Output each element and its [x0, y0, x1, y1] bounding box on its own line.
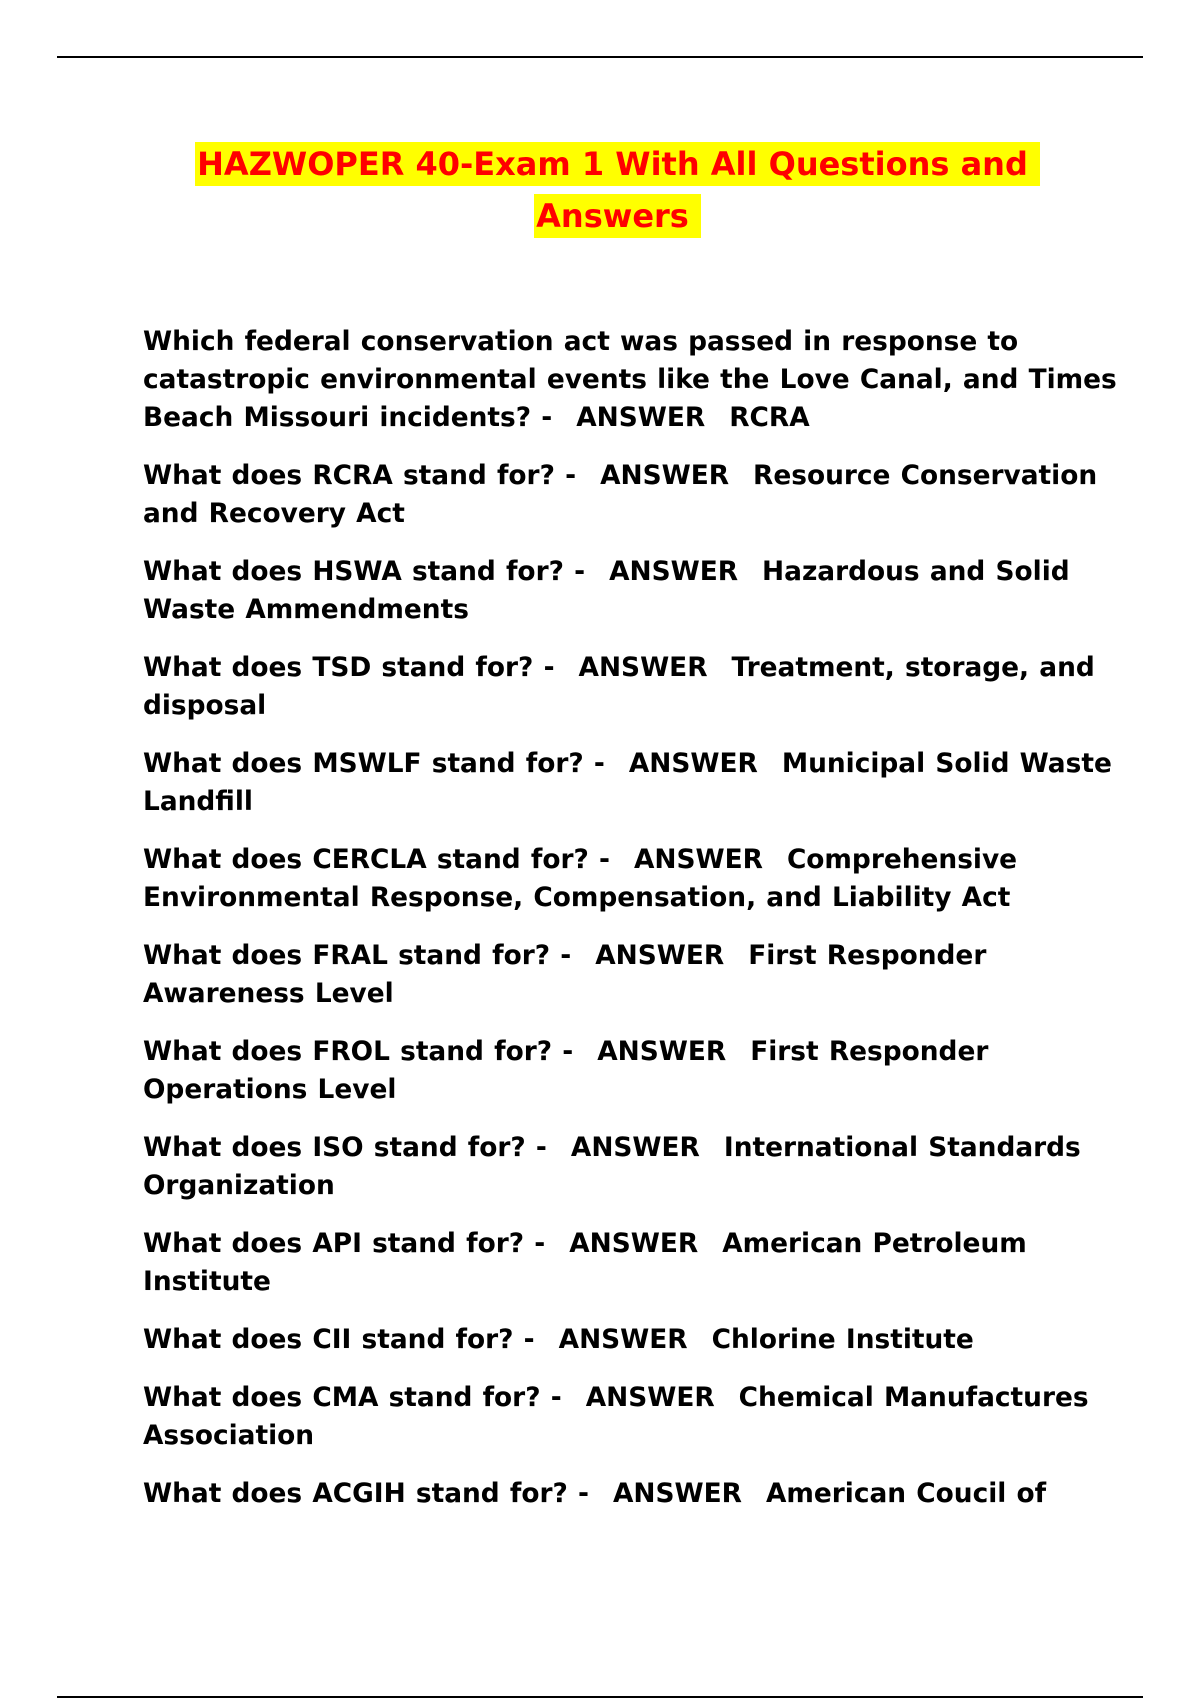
answer-keyword: ANSWER	[585, 1382, 715, 1413]
qa-item	[143, 1475, 1123, 1513]
bottom-rule	[57, 1696, 1143, 1698]
question-separator: -	[550, 1382, 562, 1413]
qa-item	[143, 1129, 1123, 1205]
answer-keyword: ANSWER	[612, 1478, 742, 1509]
question-separator: -	[578, 1478, 589, 1509]
question-text: What does TSD stand for?	[143, 652, 534, 683]
answer-keyword: ANSWER	[595, 940, 725, 971]
answer-text: First Responder Operations Level	[143, 1036, 989, 1105]
answer-text: First Responder Awareness Level	[143, 940, 987, 1009]
question-text: What does ISO stand for?	[143, 1132, 526, 1163]
answer-keyword: ANSWER	[578, 652, 708, 683]
question-separator: -	[593, 748, 605, 779]
qa-item	[143, 457, 1123, 533]
question-text: What does CMA stand for?	[143, 1382, 541, 1413]
answer-text: Resource Conservation and Recovery Act	[143, 460, 1098, 529]
answer-keyword: ANSWER	[576, 402, 706, 433]
question-separator: -	[565, 460, 577, 491]
question-text: What does MSWLF stand for?	[143, 748, 584, 779]
question-separator: -	[562, 1036, 574, 1067]
qa-item	[143, 553, 1123, 629]
answer-text: Treatment, storage, and disposal	[143, 652, 1095, 721]
qa-item	[143, 841, 1123, 917]
answer-keyword: ANSWER	[628, 748, 758, 779]
answer-keyword: ANSWER	[633, 844, 763, 875]
qa-item	[143, 745, 1123, 821]
answer-keyword: ANSWER	[600, 460, 730, 491]
question-text: What does RCRA stand for?	[143, 460, 555, 491]
answer-text: International Standards Organization	[143, 1132, 1081, 1201]
top-rule	[57, 56, 1143, 58]
answer-keyword: ANSWER	[558, 1324, 688, 1355]
answer-text: American Coucil of	[765, 1478, 1047, 1509]
question-separator: -	[534, 1228, 546, 1259]
title-line-2: Answers	[534, 194, 701, 238]
question-separator: -	[598, 844, 610, 875]
question-text: What does API stand for?	[143, 1228, 525, 1259]
question-separator: -	[541, 402, 553, 433]
question-separator: -	[574, 556, 586, 587]
qa-item	[143, 323, 1123, 437]
question-separator: -	[560, 940, 572, 971]
question-text: Which federal conservation act was passed in response to catastropic environmental events like the Love Canal, and Times Beach Missouri incidents?	[143, 326, 1117, 433]
question-separator: -	[523, 1324, 535, 1355]
qa-item	[143, 1033, 1123, 1109]
answer-text: Comprehensive Environmental Response, Compensation, and Liability Act	[143, 844, 1018, 913]
answer-text: Chlorine Institute	[711, 1324, 974, 1355]
answer-text: RCRA	[729, 402, 810, 433]
answer-text: American Petroleum Institute	[143, 1228, 1027, 1297]
qa-item	[143, 1225, 1123, 1301]
qa-item	[143, 649, 1123, 725]
question-text: What does HSWA stand for?	[143, 556, 564, 587]
qa-item	[143, 1379, 1123, 1455]
answer-keyword: ANSWER	[597, 1036, 727, 1067]
qa-item	[143, 1321, 1123, 1359]
question-text: What does FRAL stand for?	[143, 940, 551, 971]
title-line-1: HAZWOPER 40-Exam 1 With All Questions and	[195, 142, 1040, 186]
question-separator: -	[535, 1132, 547, 1163]
answer-text: Municipal Solid Waste Landfill	[143, 748, 1112, 817]
answer-keyword: ANSWER	[609, 556, 739, 587]
answer-text: Chemical Manufactures Association	[143, 1382, 1089, 1451]
answer-keyword: ANSWER	[569, 1228, 699, 1259]
question-text: What does FROL stand for?	[143, 1036, 553, 1067]
question-text: What does ACGIH stand for?	[143, 1478, 568, 1509]
qa-list	[143, 323, 1123, 1533]
question-text: What does CII stand for?	[143, 1324, 514, 1355]
answer-text: Hazardous and Solid Waste Ammendments	[143, 556, 1070, 625]
answer-keyword: ANSWER	[570, 1132, 700, 1163]
question-separator: -	[543, 652, 555, 683]
question-text: What does CERCLA stand for?	[143, 844, 589, 875]
document-title	[120, 142, 1115, 246]
qa-item	[143, 937, 1123, 1013]
